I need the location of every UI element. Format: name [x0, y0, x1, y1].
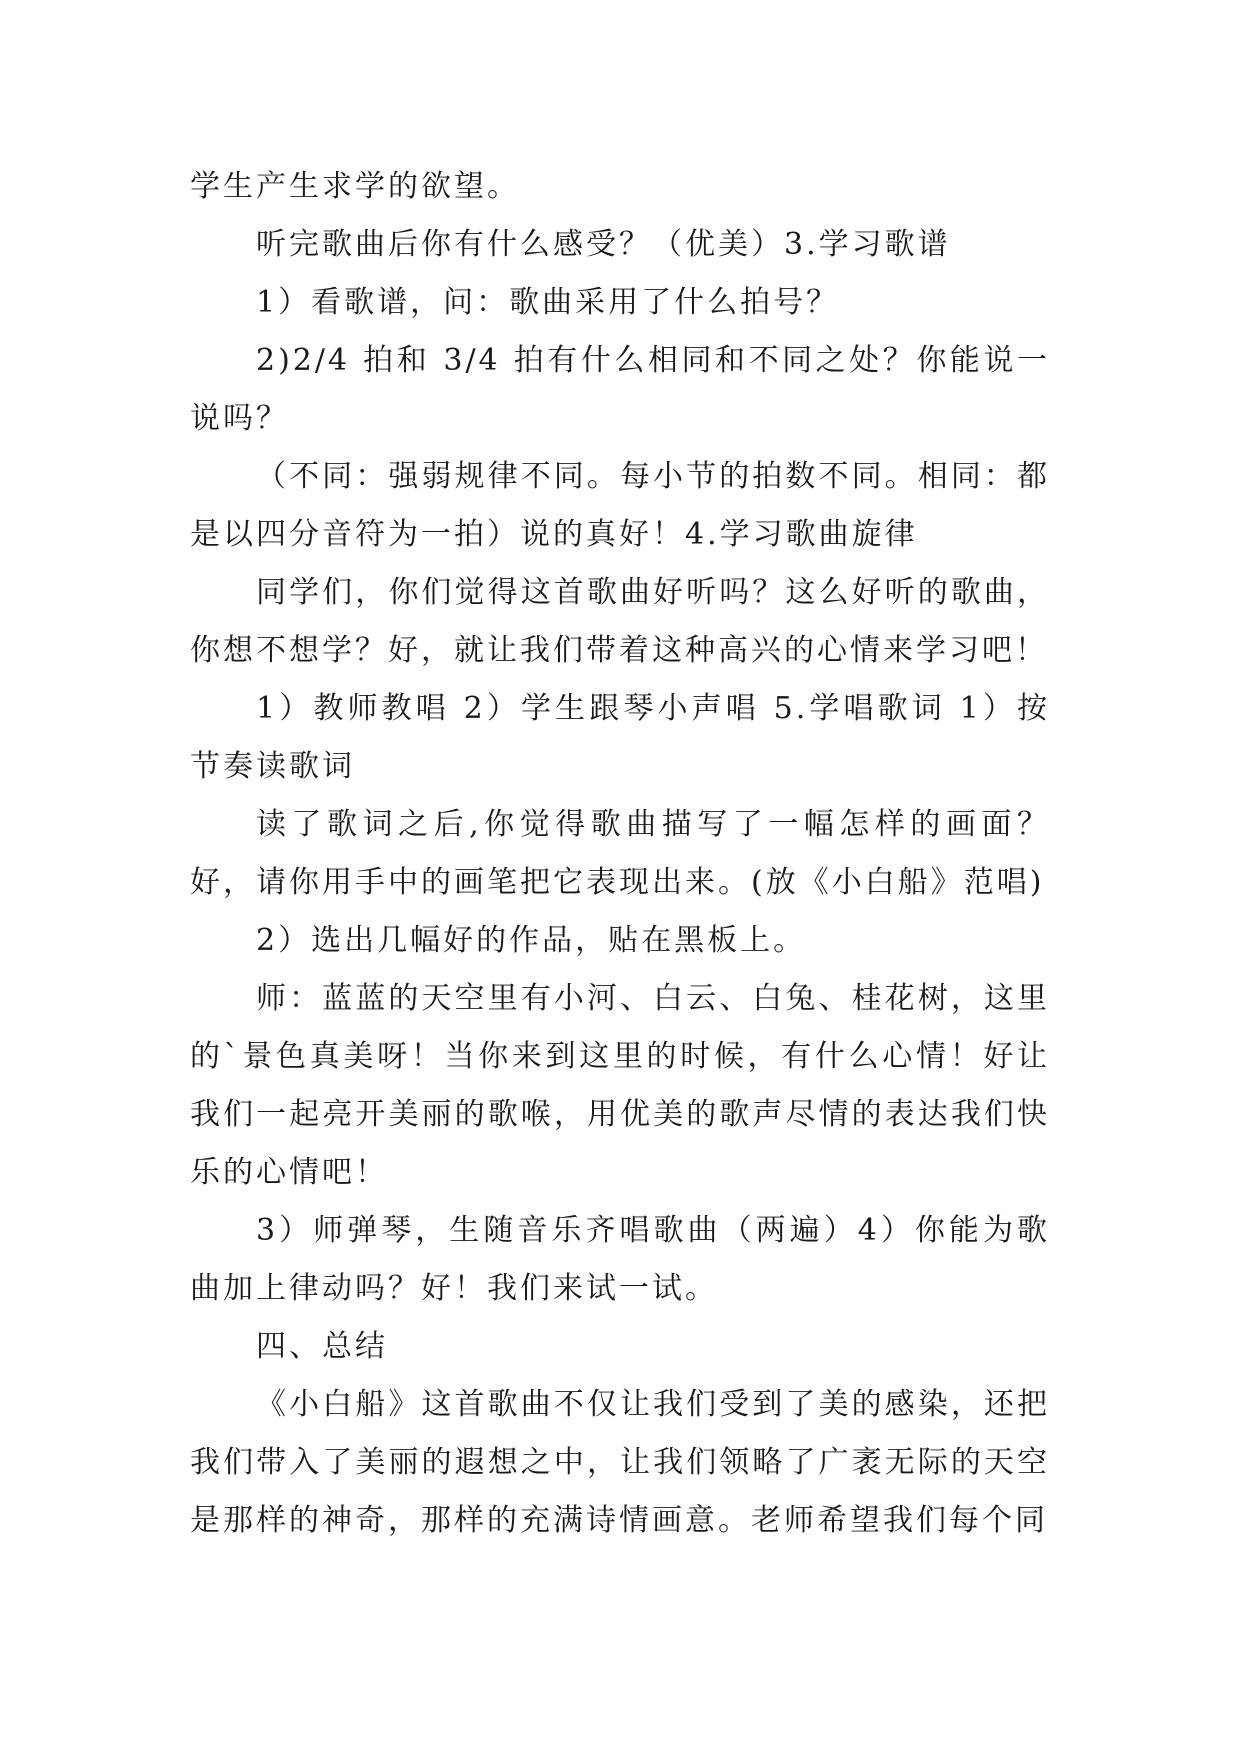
paragraph-lyrics-drawing: 读了歌词之后,你觉得歌曲描写了一幅怎样的画面？好，请你用手中的画笔把它表现出来。(放《小白船》范唱)	[190, 807, 1050, 900]
paragraph-continuation: 学生产生求学的欲望。	[190, 169, 520, 204]
paragraph-students-question: 同学们，你们觉得这首歌曲好听吗？这么好听的歌曲，你想不想学？好，就让我们带着这种高兴的心情来学习吧！	[190, 575, 1050, 668]
section-heading-summary: 四、总结	[256, 1329, 388, 1364]
paragraph-teacher-speech: 师：蓝蓝的天空里有小河、白云、白兔、桂花树，这里的`景色真美呀！当你来到这里的时候，有什么心情！好让我们一起亮开美丽的歌喉，用优美的歌声尽情的表达我们快乐的心情吧！	[190, 981, 1050, 1190]
paragraph-select-works: 2）选出几幅好的作品，贴在黑板上。	[256, 923, 807, 958]
document-page	[190, 158, 1050, 1550]
paragraph-beat-answer: （不同：强弱规律不同。每小节的拍数不同。相同：都是以四分音符为一拍）说的真好！4.学习歌曲旋律	[190, 459, 1050, 552]
paragraph-time-signature-question: 1）看歌谱，问：歌曲采用了什么拍号？	[256, 285, 840, 320]
paragraph-singing-rhythm: 3）师弹琴，生随音乐齐唱歌曲（两遍）4）你能为歌曲加上律动吗？好！我们来试一试。	[190, 1213, 1050, 1306]
paragraph-listening-feeling: 听完歌曲后你有什么感受？（优美）3.学习歌谱	[256, 227, 951, 262]
paragraph-teaching-steps: 1）教师教唱 2）学生跟琴小声唱 5.学唱歌词 1）按节奏读歌词	[190, 691, 1050, 784]
paragraph-summary: 《小白船》这首歌曲不仅让我们受到了美的感染，还把我们带入了美丽的遐想之中，让我们领略了广袤无际的天空是那样的神奇，那样的充满诗情画意。老师希望我们每个同	[190, 1387, 1050, 1538]
paragraph-beat-comparison: 2)2/4 拍和 3/4 拍有什么相同和不同之处？你能说一说吗？	[190, 343, 1050, 436]
